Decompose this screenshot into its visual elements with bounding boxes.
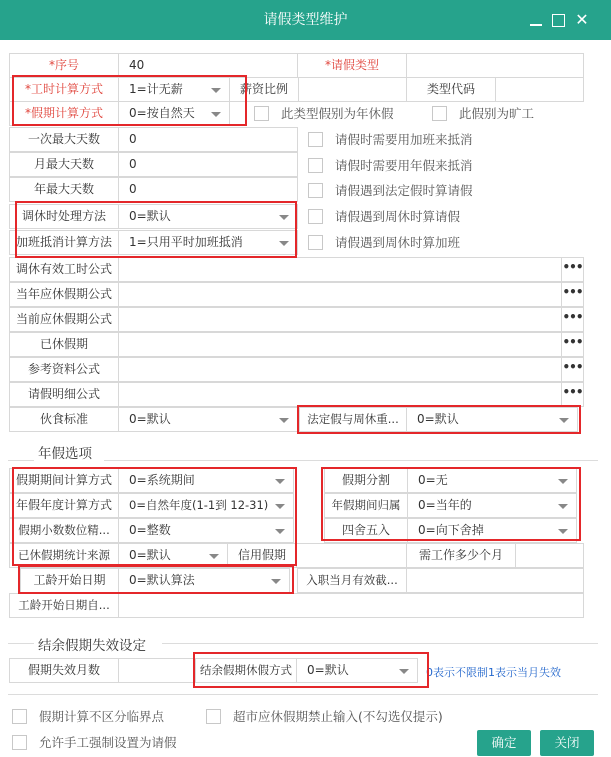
- type-code-input[interactable]: [495, 77, 584, 102]
- checkbox-icon: [308, 183, 323, 198]
- leave-calc-label: *假期计算方式: [9, 101, 119, 126]
- maximize-icon[interactable]: [550, 12, 566, 28]
- expiry-hint: 0表示不限制1表示当月失效: [426, 666, 561, 679]
- expiry-months-label: 假期失效月数: [9, 658, 119, 683]
- expiry-method-label: 结余假期休假方式: [195, 658, 297, 683]
- highlight-box: [12, 467, 297, 566]
- hours-calc-select[interactable]: 1=计无薪: [118, 77, 230, 102]
- seniority-start-label: 工龄开始日期: [20, 568, 119, 593]
- leave-type-label: *请假类型: [297, 53, 407, 78]
- more-icon[interactable]: •••: [561, 383, 583, 406]
- year-calc-label: 年假年度计算方式: [9, 493, 119, 518]
- expiry-section-title: 结余假期失效设定: [38, 638, 146, 654]
- period-calc-select[interactable]: 0=系统期间: [118, 468, 294, 493]
- credit-label: 信用假期: [227, 543, 297, 568]
- expiry-months-input[interactable]: [118, 658, 196, 683]
- divider: [8, 694, 598, 695]
- highlight-box: [193, 652, 429, 688]
- current-due-formula-input[interactable]: [118, 307, 584, 332]
- leave-calc-select[interactable]: 0=按自然天: [118, 101, 230, 126]
- checkbox-icon: [308, 235, 323, 250]
- max-year-input[interactable]: 0: [118, 177, 298, 202]
- year-due-formula-input[interactable]: [118, 282, 584, 307]
- more-icon[interactable]: •••: [561, 358, 583, 381]
- max-month-label: 月最大天数: [9, 152, 119, 177]
- credit-input[interactable]: [296, 543, 407, 568]
- period-calc-label: 假期期间计算方式: [9, 468, 119, 493]
- annual-type-checkbox[interactable]: 此类型假别为年休假: [254, 104, 394, 124]
- seniority-start-select[interactable]: 0=默认算法: [118, 568, 290, 593]
- current-due-formula-label: 当前应休假期公式: [9, 307, 119, 332]
- checkbox-icon: [308, 158, 323, 173]
- window-titlebar: [0, 0, 611, 40]
- detail-formula-label: 请假明细公式: [9, 382, 119, 407]
- decimal-label: 假期小数数位精...: [9, 518, 119, 543]
- max-once-input[interactable]: 0: [118, 127, 298, 152]
- holiday-weekend-label: 法定假与周休重...: [299, 407, 407, 432]
- seq-input[interactable]: 40: [118, 53, 298, 78]
- highlight-box: [18, 565, 294, 594]
- split-select[interactable]: 0=无: [407, 468, 577, 493]
- holiday-calc-checkbox[interactable]: 请假遇到法定假时算请假: [308, 181, 473, 201]
- highlight-box: [321, 467, 581, 541]
- overtime-cancel-checkbox[interactable]: 请假时需要用加班来抵消: [308, 130, 473, 150]
- weekend-overtime-checkbox[interactable]: 请假遇到周休时算加班: [308, 233, 460, 253]
- more-icon[interactable]: •••: [561, 258, 583, 281]
- year-calc-select[interactable]: 0=自然年度(1-1到 12-31): [118, 493, 294, 518]
- ok-button[interactable]: 确定: [477, 730, 531, 756]
- meal-select[interactable]: 0=默认: [118, 407, 298, 432]
- meal-label: 伙食标准: [9, 407, 119, 432]
- more-icon[interactable]: •••: [561, 308, 583, 331]
- belong-select[interactable]: 0=当年的: [407, 493, 577, 518]
- salary-ratio-input[interactable]: [298, 77, 407, 102]
- divider: [104, 460, 598, 461]
- divider: [162, 643, 598, 644]
- overtime-offset-label: 加班抵消计算方法: [9, 230, 119, 255]
- highlight-box: [15, 201, 297, 258]
- taken-label: 已休假期: [9, 332, 119, 357]
- more-icon[interactable]: •••: [561, 333, 583, 356]
- rounding-select[interactable]: 0=向下舍掉: [407, 518, 577, 543]
- highlight-box: [297, 405, 581, 434]
- checkbox-icon: [254, 106, 269, 121]
- checkbox-icon: [206, 709, 221, 724]
- checkbox-icon: [308, 209, 323, 224]
- annual-section-title: 年假选项: [38, 446, 92, 462]
- reference-formula-input[interactable]: [118, 357, 584, 382]
- annual-cancel-checkbox[interactable]: 请假时需要用年假来抵消: [308, 156, 473, 176]
- hours-calc-label: *工时计算方式: [9, 77, 119, 102]
- minimize-icon[interactable]: [528, 12, 544, 28]
- join-month-input[interactable]: [406, 568, 584, 593]
- forbid-input-checkbox[interactable]: 超市应休假期禁止输入(不勾选仅提示): [206, 707, 443, 727]
- form-content: [0, 40, 611, 757]
- adjust-hours-formula-input[interactable]: [118, 257, 584, 282]
- belong-label: 年假期间归属: [324, 493, 408, 518]
- checkbox-icon: [12, 709, 27, 724]
- salary-ratio-label: 薪资比例: [229, 77, 299, 102]
- divider: [8, 643, 34, 644]
- taken-source-label: 已休假期统计来源: [9, 543, 119, 568]
- detail-formula-input[interactable]: [118, 382, 584, 407]
- work-months-input[interactable]: [515, 543, 584, 568]
- seq-label: *序号: [9, 53, 119, 78]
- year-due-formula-label: 当年应休假期公式: [9, 282, 119, 307]
- seniority-from-input[interactable]: [118, 593, 584, 618]
- no-critical-checkbox[interactable]: 假期计算不区分临界点: [12, 707, 164, 727]
- checkbox-icon: [308, 132, 323, 147]
- max-month-input[interactable]: 0: [118, 152, 298, 177]
- highlight-box: [12, 75, 247, 126]
- adjust-method-label: 调休时处理方法: [9, 204, 119, 229]
- holiday-weekend-select[interactable]: 0=默认: [406, 407, 578, 432]
- checkbox-icon: [12, 735, 27, 750]
- max-once-label: 一次最大天数: [9, 127, 119, 152]
- adjust-method-select[interactable]: 0=默认: [118, 204, 298, 229]
- rounding-label: 四舍五入: [324, 518, 408, 543]
- decimal-select[interactable]: 0=整数: [118, 518, 294, 543]
- overtime-offset-select[interactable]: 1=只用平时加班抵消: [118, 230, 298, 255]
- close-icon[interactable]: ✕: [575, 10, 589, 29]
- split-label: 假期分割: [324, 468, 408, 493]
- close-button[interactable]: 关闭: [540, 730, 594, 756]
- allow-manual-checkbox[interactable]: 允许手工强制设置为请假: [12, 733, 177, 753]
- taken-source-select[interactable]: 0=默认: [118, 543, 228, 568]
- checkbox-icon: [432, 106, 447, 121]
- reference-formula-label: 参考资料公式: [9, 357, 119, 382]
- max-year-label: 年最大天数: [9, 177, 119, 202]
- expiry-method-select[interactable]: 0=默认: [296, 658, 418, 683]
- leave-type-input[interactable]: [406, 53, 584, 78]
- seniority-from-label: 工龄开始日期自...: [9, 593, 119, 618]
- weekend-calc-checkbox[interactable]: 请假遇到周休时算请假: [308, 207, 460, 227]
- more-icon[interactable]: •••: [561, 283, 583, 306]
- divider: [8, 460, 34, 461]
- taken-input[interactable]: [118, 332, 584, 357]
- window-title: 请假类型维护: [263, 12, 348, 28]
- work-months-label: 需工作多少个月: [406, 543, 516, 568]
- absent-checkbox[interactable]: 此假别为旷工: [432, 104, 534, 124]
- join-month-label: 入职当月有效截...: [297, 568, 407, 593]
- type-code-label: 类型代码: [406, 77, 496, 102]
- adjust-hours-formula-label: 调休有效工时公式: [9, 257, 119, 282]
